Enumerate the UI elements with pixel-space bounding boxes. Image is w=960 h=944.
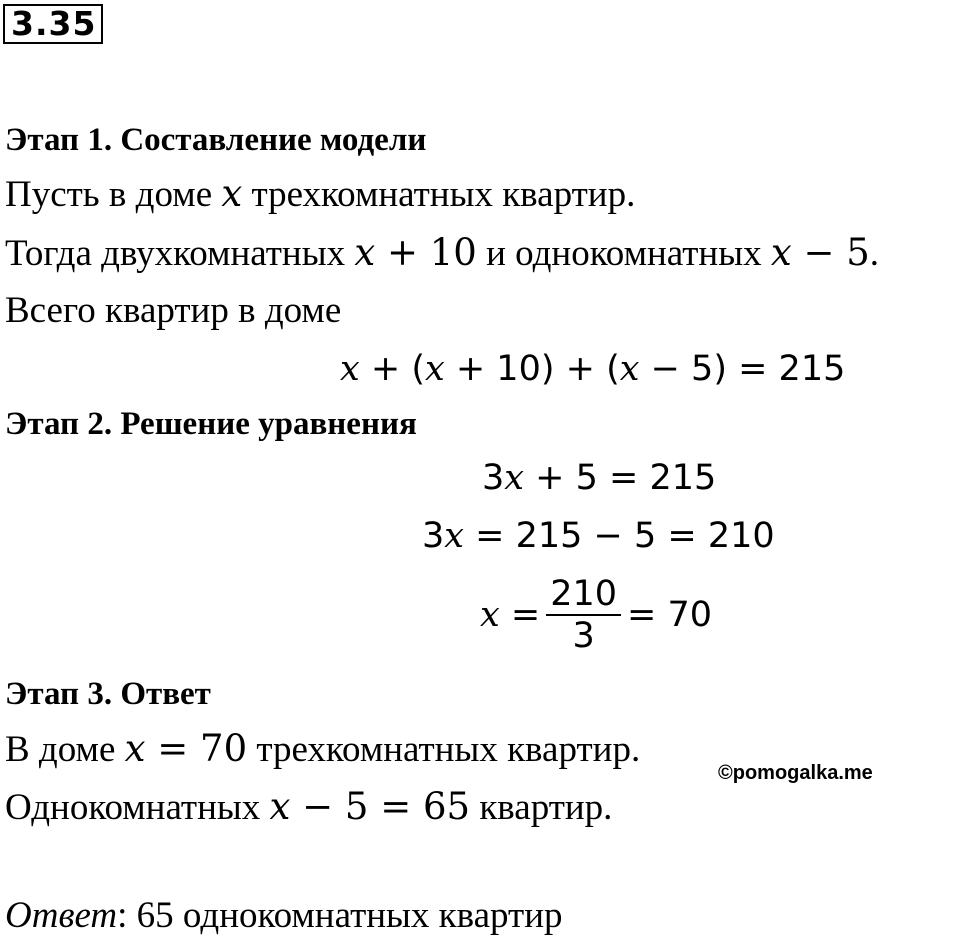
step1-line2-pre: Тогда двухкомнатных (5, 233, 355, 274)
step3-line1-post: трехкомнатных квартир. (247, 729, 641, 770)
step2-eq3-lhs: x = (480, 595, 541, 635)
step2-heading: Этап 2. Решение уравнения (5, 406, 417, 442)
step1-line2-mid: и однокомнатных (476, 233, 771, 274)
step1-line1-pre: Пусть в доме (5, 174, 222, 215)
variable-x: x (354, 231, 376, 274)
answer-line (5, 894, 563, 938)
step1-line1 (5, 172, 635, 217)
variable-x: x (221, 172, 243, 215)
step3-line2-pre: Однокомнатных (5, 787, 270, 828)
variable-x: x (124, 727, 146, 770)
answer-label: Ответ (5, 895, 118, 936)
step3-heading: Этап 3. Ответ (5, 676, 211, 712)
variable-x: x (269, 785, 291, 828)
step2-eq3-rhs: = 70 (627, 595, 713, 635)
step3-line2-expr: x − 5 = 65 (269, 785, 471, 828)
step1-line1-post: трехкомнатных квартир. (242, 174, 636, 215)
variable-x: x (480, 595, 500, 635)
variable-x: x (340, 349, 360, 389)
step1-line2 (5, 231, 879, 276)
variable-x: x (444, 516, 465, 556)
step1-line3: Всего квартир в доме (5, 290, 342, 331)
watermark: ©pomogalka.me (718, 762, 873, 784)
step1-equation: x + (x + 10) + (x − 5) = 215 (340, 349, 846, 389)
step1-heading: Этап 1. Составление модели (5, 122, 427, 158)
step1-line1-var (221, 172, 242, 215)
step2-eq1: 3x + 5 = 215 (482, 458, 717, 498)
fraction-denominator: 3 (572, 616, 595, 656)
step2-eq3-fraction (546, 574, 621, 656)
step1-line2-post: . (869, 233, 880, 274)
step1-line2-expr1: x + 10 (354, 231, 477, 274)
step2-eq2: 3x = 215 − 5 = 210 (422, 516, 775, 556)
variable-x: x (770, 231, 792, 274)
answer-text: : 65 однокомнатных квартир (117, 895, 563, 936)
variable-x: x (504, 458, 525, 498)
variable-x: x (424, 349, 445, 389)
step3-line2-post: квартир. (470, 787, 613, 828)
fraction-numerator: 210 (546, 574, 621, 616)
step1-line2-expr2: x − 5 (770, 231, 870, 274)
step2-eq3 (480, 574, 712, 656)
variable-x: x (619, 349, 640, 389)
step3-line1-pre: В доме (5, 729, 125, 770)
problem-number: 3.35 (3, 4, 103, 44)
step3-line1-expr: x = 70 (124, 727, 248, 770)
step3-line2 (5, 785, 612, 830)
step3-line1 (5, 727, 640, 772)
